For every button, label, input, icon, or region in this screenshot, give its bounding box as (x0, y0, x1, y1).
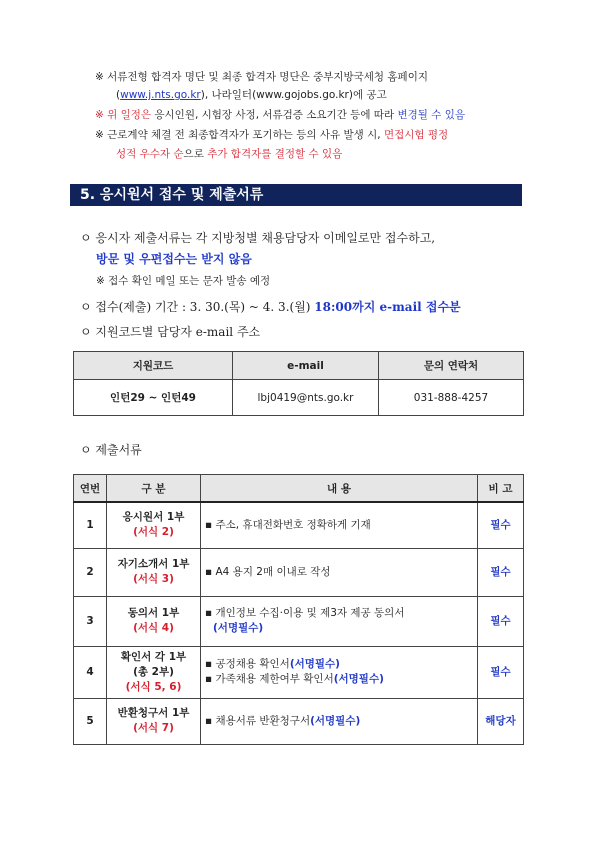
table-row (74, 698, 524, 744)
docs-table (73, 474, 524, 745)
row-form: (서식 7) (133, 722, 174, 734)
note-3 (95, 126, 448, 144)
note-3-e: 추가 합격자를 결정할 수 있음 (207, 148, 343, 160)
contact-phone: 031-888-4257 (379, 380, 524, 416)
table-row (74, 548, 524, 596)
bullet-4: ㅇ 제출서류 (80, 443, 142, 457)
row-content-text: A4 용지 2매 이내로 작성 (215, 565, 331, 578)
row-no: 4 (74, 646, 107, 698)
note-3-b: 면접시험 평정 (383, 129, 449, 141)
note-2 (95, 106, 465, 124)
bullet-2-b: 18:00까지 e-mail 접수분 (314, 300, 461, 314)
row-no: 1 (74, 502, 107, 548)
docs-header-remark: 비 고 (478, 475, 524, 503)
row-category (107, 698, 201, 744)
note-1-tail: ), 나라일터(www.gojobs.go.kr)에 공고 (200, 89, 387, 101)
row-category (107, 502, 201, 548)
note-2-c: 변경될 수 있음 (397, 109, 465, 121)
row-remark: 필수 (478, 596, 524, 646)
row-name: 반환청구서 1부 (117, 707, 190, 719)
contact-header-email: e-mail (233, 352, 379, 380)
row-content: ▪ 주소, 휴대전화번호 정확하게 기재 (201, 502, 478, 548)
note-2-b: 응시인원, 시험장 사정, 서류검증 소요기간 등에 따라 (154, 109, 395, 121)
bullet-2-a: ㅇ 접수(제출) 기간 : 3. 30.(목) ~ 4. 3.(월) (80, 300, 311, 314)
row-name: 자기소개서 1부 (117, 558, 190, 570)
bullet-2 (80, 297, 461, 317)
row-content: ▪ 개인정보 수집·이용 및 제3자 제공 동의서 (서명필수) (201, 596, 478, 646)
contact-header-phone: 문의 연락처 (379, 352, 524, 380)
nts-link[interactable]: www.j.nts.go.kr (120, 89, 201, 101)
note-2-a: ※ 위 일정은 (95, 109, 152, 121)
docs-header-category: 구 분 (107, 475, 201, 503)
docs-header-content: 내 용 (201, 475, 478, 503)
docs-header-no: 연번 (74, 475, 107, 503)
row-content-sign-2: (서명필수) (333, 673, 384, 685)
table-row (74, 502, 524, 548)
bullet-1-line2: 방문 및 우편접수는 받지 않음 (96, 252, 252, 266)
row-form: (서식 3) (133, 573, 174, 585)
row-no: 3 (74, 596, 107, 646)
row-content: ▪ 채용서류 반환청구서(서명필수) (201, 698, 478, 744)
bullet-1-note: ※ 접수 확인 메일 또는 문자 발송 예정 (96, 275, 271, 287)
row-content-text: 주소, 휴대전화번호 정확하게 기재 (215, 518, 371, 531)
row-category (107, 646, 201, 698)
bullet-1: ㅇ 응시자 제출서류는 각 지방청별 채용담당자 이메일로만 접수하고, (80, 231, 436, 245)
row-content: ▪ 공정채용 확인서(서명필수) ▪ 가족채용 제한여부 확인서(서명필수) (201, 646, 478, 698)
contact-code: 인턴29 ~ 인턴49 (74, 380, 233, 416)
row-form: (서식 5, 6) (125, 680, 182, 693)
note-3-a: ※ 근로계약 체결 전 최종합격자가 포기하는 등의 사유 발생 시, (95, 129, 381, 141)
row-category (107, 548, 201, 596)
row-remark: 해당자 (478, 698, 524, 744)
row-name: 동의서 1부 (127, 607, 180, 619)
row-category (107, 596, 201, 646)
row-remark: 필수 (478, 548, 524, 596)
row-content-text-2: 가족채용 제한여부 확인서 (215, 673, 334, 685)
bullet-3: ㅇ 지원코드별 담당자 e-mail 주소 (80, 325, 261, 339)
note-1-cont: (www.j.nts.go.kr), 나라일터(www.gojobs.go.kr)에 공고 (116, 89, 387, 101)
row-content-sign: (서명필수) (289, 658, 340, 670)
row-no: 2 (74, 548, 107, 596)
contact-header-code: 지원코드 (74, 352, 233, 380)
note-1-text: ※ 서류전형 합격자 명단 및 최종 합격자 명단은 중부지방국세청 홈페이지 (95, 71, 428, 83)
row-content-sign: (서명필수) (310, 714, 361, 727)
row-form: (서식 2) (133, 526, 174, 539)
row-name-total: (총 2부) (133, 665, 174, 678)
contact-table (73, 351, 524, 416)
row-content: ▪ A4 용지 2매 이내로 작성 (201, 548, 478, 596)
section-title: 5. 응시원서 접수 및 제출서류 (70, 184, 522, 206)
row-content-sign: (서명필수) (213, 622, 264, 634)
row-form: (서식 4) (133, 622, 174, 634)
row-no: 5 (74, 698, 107, 744)
row-remark: 필수 (478, 646, 524, 698)
note-3-c: 성적 우수자 순 (116, 148, 184, 160)
row-content-text: 개인정보 수집·이용 및 제3자 제공 동의서 (215, 607, 405, 619)
row-name: 확인서 각 1부 (120, 650, 187, 663)
table-row (74, 596, 524, 646)
row-content-text: 채용서류 반환청구서 (215, 714, 311, 727)
table-row (74, 646, 524, 698)
contact-email[interactable]: lbj0419@nts.go.kr (233, 380, 379, 416)
note-3-cont (116, 145, 342, 163)
note-1 (95, 68, 428, 86)
note-3-d: 으로 (183, 148, 204, 160)
row-content-text: 공정채용 확인서 (215, 658, 290, 670)
row-remark: 필수 (478, 502, 524, 548)
row-name: 응시원서 1부 (122, 511, 185, 524)
